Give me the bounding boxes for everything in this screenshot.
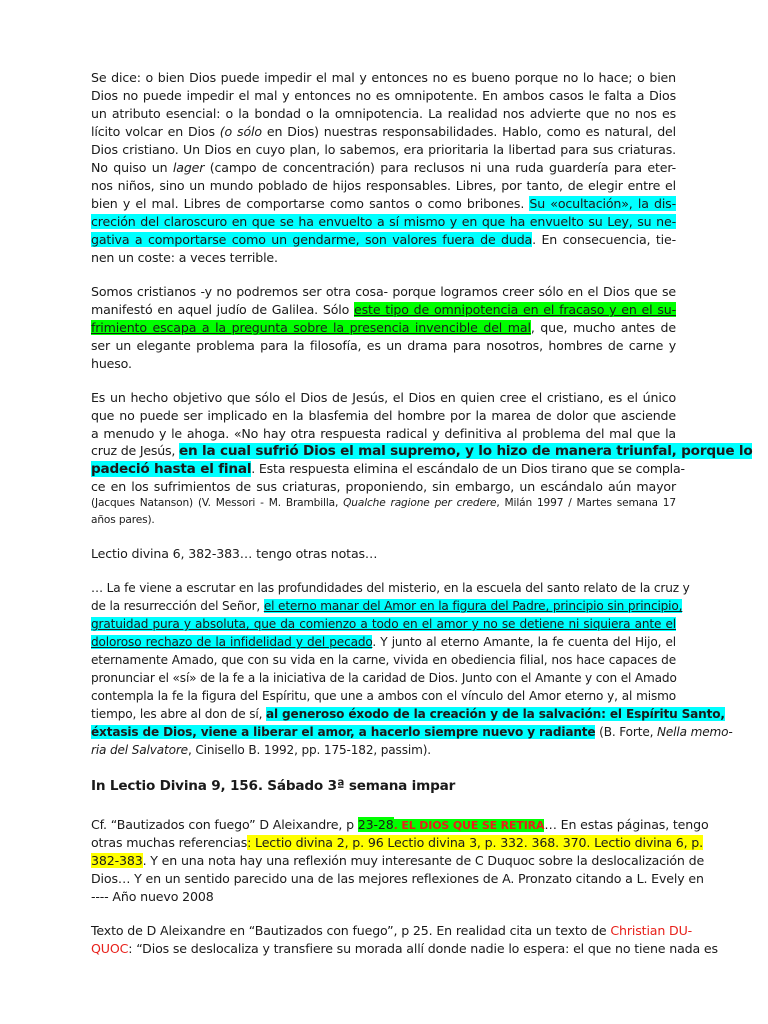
text-line: pronunciar el «sí» de la fe a la iniciativa de la caridad de Dios. Junto con el Amante y con el Amado (91, 671, 677, 685)
text-line: frimiento escapa a la pregunta sobre la presencia invencible del mal, que, mucho antes de (91, 320, 676, 335)
text-line: padeció hasta el final. Esta respuesta elimina el escándalo de un Dios tirano que se compla- (91, 461, 685, 477)
section-heading: In Lectio Divina 9, 156. Sábado 3ª semana impar (91, 778, 456, 794)
text-line: a menudo y le ahoga. «No hay otra respuesta radical y definitiva al problema del mal que la (91, 426, 676, 441)
text-line: gativa a comportarse como un gendarme, son valores fuera de duda. En consecuencia, tie- (91, 232, 676, 247)
citation-line: años pares). (91, 514, 155, 526)
highlight-yellow: : Lectio divina 2, p. 96 Lectio divina 3, p. 332. 368. 370. Lectio divina 6, p. (247, 835, 703, 850)
text-line: Dios cristiano. Un Dios en cuyo plan, lo sabemos, era prioritaria la libertad para sus criaturas. (91, 142, 676, 157)
highlight-yellow: 382-383 (91, 853, 143, 868)
text-line: doloroso rechazo de la infidelidad y del pecado. Y junto al eterno Amante, la fe cuenta del Hijo, el (91, 635, 676, 649)
text-line: Texto de D Aleixandre en “Bautizados con fuego”, p 25. En realidad cita un texto de Christian DU- (91, 923, 693, 938)
text-line: Es un hecho objetivo que sólo el Dios de Jesús, el Dios en quien cree el cristiano, es el único (91, 390, 676, 405)
text-line: lícito volcar en Dios (o sólo en Dios) nuestras responsabilidades. Hablo, como es natural, del (91, 124, 676, 139)
text-line: Dios… Y en un sentido parecido una de las mejores reflexiones de A. Pronzato citando a L. Evely en (91, 871, 704, 886)
text-line: hueso. (91, 356, 132, 371)
highlight-green: . EL DIOS QUE SE RETIRA (393, 819, 545, 832)
text-line: 382-383. Y en una nota hay una reflexión muy interesante de C Duquoc sobre la deslocalización de (91, 853, 705, 868)
text-line: manifestó en aquel judío de Galilea. Sólo este tipo de omnipotencia en el fracaso y en el su- (91, 302, 676, 317)
highlight-cyan: padeció hasta el final (91, 461, 252, 477)
text-line: cruz de Jesús, en la cual sufrió Dios el mal supremo, y lo hizo de manera triunfal, porque lo (91, 443, 753, 459)
text-line: ser un elegante problema para la filosofía, es un drama para nosotros, hombres de carne y (91, 338, 676, 353)
highlight-cyan: Su «ocultación», la dis- (529, 196, 676, 211)
highlight-cyan: éxtasis de Dios, viene a liberar el amor, a hacerlo siempre nuevo y radiante (91, 725, 596, 739)
text-line: de la resurrección del Señor, el eterno manar del Amor en la figura del Padre, principio sin principio, (91, 599, 683, 613)
text-line: … La fe viene a escrutar en las profundidades del misterio, en la escuela del santo relato de la cruz y (91, 581, 690, 595)
highlight-cyan: doloroso rechazo de la infidelidad y del pecado (91, 635, 373, 649)
highlight-cyan: el eterno manar del Amor en la figura del Padre, principio sin principio, (263, 599, 683, 613)
text-line: Se dice: o bien Dios puede impedir el mal y entonces no es bueno porque no lo hace; o bien (91, 70, 676, 85)
text-line: nos niños, sino un mundo poblado de hijos responsables. Libres, por tanto, de elegir entre el (91, 178, 676, 193)
text-line: éxtasis de Dios, viene a liberar el amor, a hacerlo siempre nuevo y radiante (B. Forte, Nella memo- (91, 725, 733, 739)
text-line: otras muchas referencias: Lectio divina 2, p. 96 Lectio divina 3, p. 332. 368. 370. Lectio divina 6, p. (91, 835, 703, 850)
highlight-cyan: creción del claroscuro en que se ha envuelto a sí mismo y en que ha envuelto su Ley, su ne- (91, 214, 676, 229)
text-line: un atributo esencial: o la bondad o la omnipotencia. La realidad nos advierte que no nos es (91, 106, 676, 121)
text-line: ---- Año nuevo 2008 (91, 889, 214, 904)
text-line: tiempo, les abre al don de sí, al generoso éxodo de la creación y de la salvación: el Espíritu Santo, (91, 707, 725, 721)
highlight-green: frimiento escapa a la pregunta sobre la presencia invencible del mal (91, 320, 531, 335)
author-name: QUOC (91, 941, 129, 956)
text-line: contempla la fe la figura del Espíritu, que une a ambos con el vínculo del Amor eterno y, al mismo (91, 689, 676, 703)
highlight-cyan: en la cual sufrió Dios el mal supremo, y lo hizo de manera triunfal, porque lo (179, 443, 753, 459)
text-line: No quiso un lager (campo de concentración) para reclusos ni una ruda guardería para eter- (91, 160, 676, 175)
text-line: Lectio divina 6, 382-383… tengo otras notas… (91, 546, 378, 561)
text-line: nen un coste: a veces terrible. (91, 250, 278, 265)
highlight-green: este tipo de omnipotencia en el fracaso y en el su- (354, 302, 676, 317)
citation-line: (Jacques Natanson) (V. Messori - M. Brambilla, Qualche ragione per credere, Milán 1997 / Martes semana 17 (91, 497, 676, 509)
highlight-cyan: gativa a comportarse como un gendarme, son valores fuera de duda (91, 232, 533, 247)
text-line: que no puede ser implicado en la blasfemia del hombre por la marea de dolor que asciende (91, 408, 676, 423)
text-line (91, 616, 676, 633)
text-line: QUOC: “Dios se deslocaliza y transfiere su morada allí donde nadie lo espera: el que no tiene nada es (91, 941, 718, 956)
text-line: ria del Salvatore, Cinisello B. 1992, pp. 175-182, passim). (91, 743, 431, 757)
text-line: Somos cristianos -y no podremos ser otra cosa- porque logramos creer sólo en el Dios que se (91, 284, 676, 299)
highlight-green: 23-28 (357, 817, 394, 832)
author-name: Christian DU- (610, 923, 693, 938)
text-line: eternamente Amado, que con su vida en la carne, vivida en obediencia filial, nos hace capaces de (91, 653, 676, 667)
text-line: Dios no puede impedir el mal y entonces no es omnipotente. En ambos casos le falta a Dios (91, 88, 676, 103)
highlight-cyan: gratuidad pura y absoluta, que da comienzo a todo en el amor y no se detiene ni siquiera ante el (91, 617, 676, 631)
text-line: ce en los sufrimientos de sus criaturas, proponiendo, sin embargo, un escándalo aún mayor (91, 479, 676, 494)
text-line: bien y el mal. Libres de comportarse como santos o como bribones. Su «ocultación», la dis- (91, 196, 676, 211)
text-line (91, 213, 676, 230)
highlight-cyan: al generoso éxodo de la creación y de la salvación: el Espíritu Santo, (265, 707, 725, 721)
text-line: Cf. “Bautizados con fuego” D Aleixandre, p 23-28. EL DIOS QUE SE RETIRA… En estas páginas, tengo (91, 817, 709, 832)
